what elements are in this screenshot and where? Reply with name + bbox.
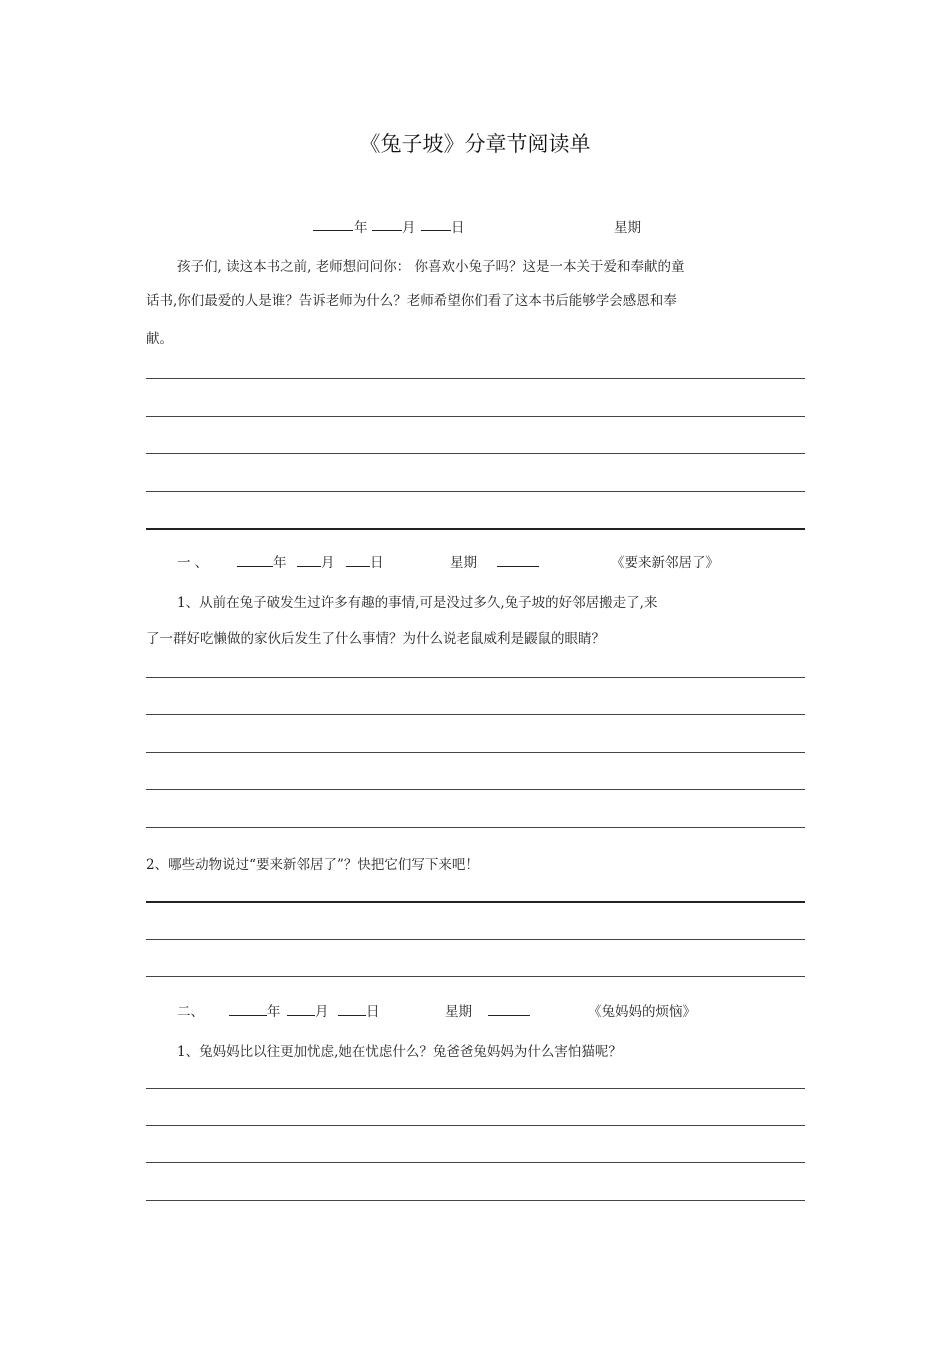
month-label: 月: [402, 220, 416, 236]
section-2-number: 二、: [177, 1004, 204, 1020]
intro-line-1: 孩子们, 读这本书之前, 老师想问问你： 你喜欢小兔子吗？这是一本关于爱和奉献的童: [177, 259, 685, 275]
section-2-weekday-blank[interactable]: [488, 1015, 530, 1016]
section-1-question-1-line-2: 了一群好吃懒做的家伙后发生了什么事情？为什么说老鼠威利是鼹鼠的眼睛？: [146, 631, 605, 647]
section-1-weekday: 星期: [450, 555, 477, 571]
section-2-day-blank[interactable]: [338, 1015, 366, 1016]
section-1-question-2: 2、哪些动物说过“要来新邻居了”？快把它们写下来吧！: [146, 857, 479, 873]
answer-line[interactable]: [146, 453, 805, 454]
section-1-chapter: 《要来新邻居了》: [611, 555, 719, 571]
intro-line-3: 献。: [146, 331, 173, 347]
answer-line[interactable]: [146, 789, 805, 790]
intro-line-2: 话书,你们最爱的人是谁？告诉老师为什么？老师希望你们看了这本书后能够学会感恩和奉: [146, 293, 677, 309]
answer-line[interactable]: [146, 901, 805, 903]
section-1-year-blank[interactable]: [237, 566, 273, 567]
section-1-month: 月: [321, 555, 335, 571]
day-blank[interactable]: [421, 230, 451, 231]
answer-line[interactable]: [146, 714, 805, 715]
month-blank[interactable]: [372, 230, 402, 231]
year-label: 年: [354, 220, 368, 236]
day-label: 日: [451, 220, 465, 236]
answer-line[interactable]: [146, 1088, 805, 1089]
section-2-month: 月: [315, 1004, 329, 1020]
answer-line[interactable]: [146, 1125, 805, 1126]
answer-line[interactable]: [146, 528, 805, 530]
section-1-day-blank[interactable]: [346, 566, 370, 567]
answer-line[interactable]: [146, 491, 805, 492]
section-1-month-blank[interactable]: [297, 566, 321, 567]
page-title: 《兔子坡》分章节阅读单: [359, 132, 591, 156]
section-2-weekday: 星期: [445, 1004, 472, 1020]
answer-line[interactable]: [146, 1162, 805, 1163]
section-1-day: 日: [370, 555, 384, 571]
answer-line[interactable]: [146, 378, 805, 379]
answer-line[interactable]: [146, 1200, 805, 1201]
answer-line[interactable]: [146, 416, 805, 417]
year-blank[interactable]: [313, 230, 353, 231]
section-1-year: 年: [273, 555, 287, 571]
answer-line[interactable]: [146, 827, 805, 828]
section-1-number: 一 、: [177, 555, 209, 571]
section-1-question-1-line-1: 1、从前在兔子破发生过许多有趣的事情,可是没过多久,兔子坡的好邻居搬走了,来: [177, 595, 658, 611]
answer-line[interactable]: [146, 677, 805, 678]
section-2-day: 日: [366, 1004, 380, 1020]
section-2-chapter: 《兔妈妈的烦恼》: [588, 1004, 696, 1020]
section-2-question-1: 1、兔妈妈比以往更加忧虑,她在忧虑什么？兔爸爸兔妈妈为什么害怕猫呢？: [177, 1044, 622, 1060]
answer-line[interactable]: [146, 976, 805, 977]
section-2-month-blank[interactable]: [287, 1015, 315, 1016]
section-1-weekday-blank[interactable]: [497, 566, 539, 567]
weekday-label: 星期: [614, 220, 641, 236]
answer-line[interactable]: [146, 752, 805, 753]
section-2-year-blank[interactable]: [229, 1015, 267, 1016]
answer-line[interactable]: [146, 939, 805, 940]
section-2-year: 年: [267, 1004, 281, 1020]
